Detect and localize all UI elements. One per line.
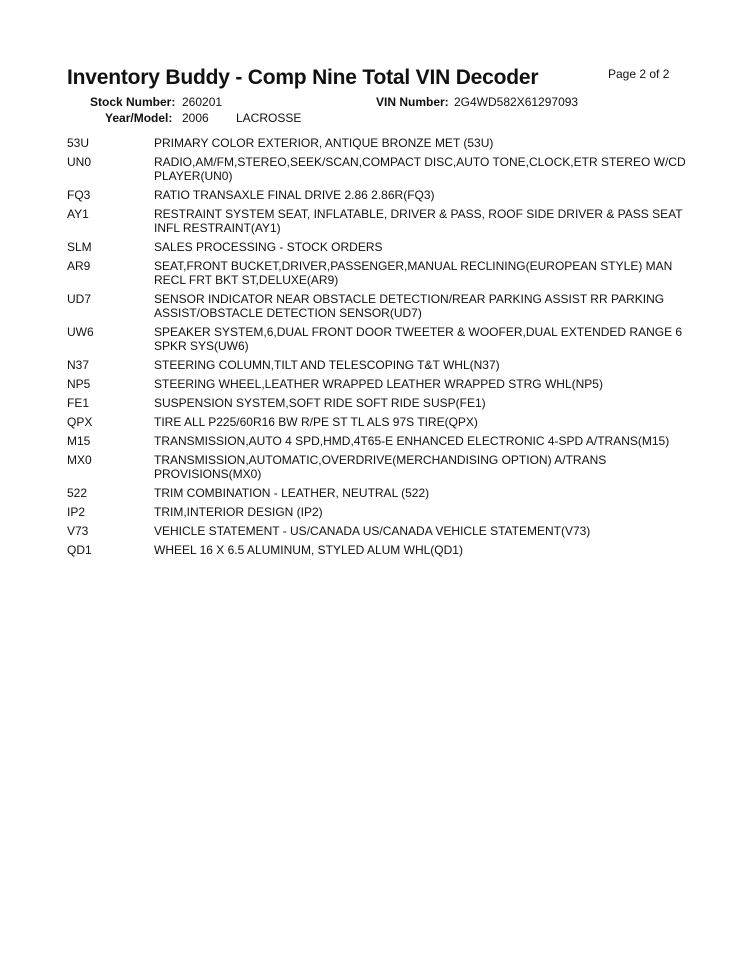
vin-number-label: VIN Number: xyxy=(376,95,449,109)
option-description: SENSOR INDICATOR NEAR OBSTACLE DETECTION/REAR PARKING ASSIST RR PARKING ASSIST/OBSTACLE DETECTION SENSOR(UD7) xyxy=(154,292,665,320)
option-code: 522 xyxy=(67,486,88,500)
option-row xyxy=(67,543,687,557)
option-description: VEHICLE STATEMENT - US/CANADA US/CANADA VEHICLE STATEMENT(V73) xyxy=(154,524,591,538)
option-row xyxy=(67,396,687,410)
option-code: IP2 xyxy=(67,505,86,519)
option-description: TRIM COMBINATION - LEATHER, NEUTRAL (522) xyxy=(154,486,430,500)
option-description: TRIM,INTERIOR DESIGN (IP2) xyxy=(154,505,323,519)
option-description: STEERING COLUMN,TILT AND TELESCOPING T&T WHL(N37) xyxy=(154,358,500,372)
option-row xyxy=(67,259,687,287)
option-description: RATIO TRANSAXLE FINAL DRIVE 2.86 2.86R(FQ3) xyxy=(154,188,435,202)
option-row xyxy=(67,325,687,353)
option-row xyxy=(67,453,687,481)
option-description: WHEEL 16 X 6.5 ALUMINUM, STYLED ALUM WHL(QD1) xyxy=(154,543,463,557)
option-row xyxy=(67,377,687,391)
model-value: LACROSSE xyxy=(236,111,302,125)
option-code: UD7 xyxy=(67,292,92,306)
option-code: AY1 xyxy=(67,207,89,221)
option-code: QD1 xyxy=(67,543,92,557)
option-code: UW6 xyxy=(67,325,94,339)
option-description: TRANSMISSION,AUTOMATIC,OVERDRIVE(MERCHANDISING OPTION) A/TRANS PROVISIONS(MX0) xyxy=(154,453,607,481)
option-description: RESTRAINT SYSTEM SEAT, INFLATABLE, DRIVER & PASS, ROOF SIDE DRIVER & PASS SEAT INFL RESTRAINT(AY1) xyxy=(154,207,683,235)
option-row xyxy=(67,415,687,429)
option-description: SEAT,FRONT BUCKET,DRIVER,PASSENGER,MANUAL RECLINING(EUROPEAN STYLE) MAN RECL FRT BKT ST,DELUXE(AR9) xyxy=(154,259,673,287)
option-description: TRANSMISSION,AUTO 4 SPD,HMD,4T65-E ENHANCED ELECTRONIC 4-SPD A/TRANS(M15) xyxy=(154,434,670,448)
option-code: M15 xyxy=(67,434,91,448)
option-code: QPX xyxy=(67,415,93,429)
option-row xyxy=(67,486,687,500)
page-title: Inventory Buddy - Comp Nine Total VIN Decoder xyxy=(67,66,539,89)
page-number: Page 2 of 2 xyxy=(608,67,670,81)
option-description: RADIO,AM/FM,STEREO,SEEK/SCAN,COMPACT DISC,AUTO TONE,CLOCK,ETR STEREO W/CD PLAYER(UN0) xyxy=(154,155,686,183)
vin-number-value: 2G4WD582X61297093 xyxy=(454,95,579,109)
option-description: STEERING WHEEL,LEATHER WRAPPED LEATHER WRAPPED STRG WHL(NP5) xyxy=(154,377,603,391)
option-code: V73 xyxy=(67,524,89,538)
option-description: TIRE ALL P225/60R16 BW R/PE ST TL ALS 97S TIRE(QPX) xyxy=(154,415,478,429)
option-row xyxy=(67,524,687,538)
option-code: 53U xyxy=(67,136,90,150)
option-row xyxy=(67,207,687,235)
option-row xyxy=(67,505,687,519)
year-value: 2006 xyxy=(182,111,209,125)
option-description: SALES PROCESSING - STOCK ORDERS xyxy=(154,240,383,254)
option-row xyxy=(67,136,687,150)
option-row xyxy=(67,188,687,202)
option-code: SLM xyxy=(67,240,92,254)
option-code: FQ3 xyxy=(67,188,91,202)
option-row xyxy=(67,155,687,183)
option-description: PRIMARY COLOR EXTERIOR, ANTIQUE BRONZE MET (53U) xyxy=(154,136,494,150)
option-description: SPEAKER SYSTEM,6,DUAL FRONT DOOR TWEETER & WOOFER,DUAL EXTENDED RANGE 6 SPKR SYS(UW6) xyxy=(154,325,683,353)
option-row xyxy=(67,434,687,448)
option-code: FE1 xyxy=(67,396,90,410)
option-row xyxy=(67,292,687,320)
option-code: UN0 xyxy=(67,155,92,169)
option-code: N37 xyxy=(67,358,90,372)
option-code: MX0 xyxy=(67,453,92,467)
stock-number-value: 260201 xyxy=(182,95,223,109)
option-code-list xyxy=(67,136,687,562)
year-model-label: Year/Model: xyxy=(105,111,173,125)
option-code: NP5 xyxy=(67,377,91,391)
stock-number-label: Stock Number: xyxy=(90,95,176,109)
option-row xyxy=(67,240,687,254)
option-row xyxy=(67,358,687,372)
option-description: SUSPENSION SYSTEM,SOFT RIDE SOFT RIDE SUSP(FE1) xyxy=(154,396,486,410)
option-code: AR9 xyxy=(67,259,91,273)
